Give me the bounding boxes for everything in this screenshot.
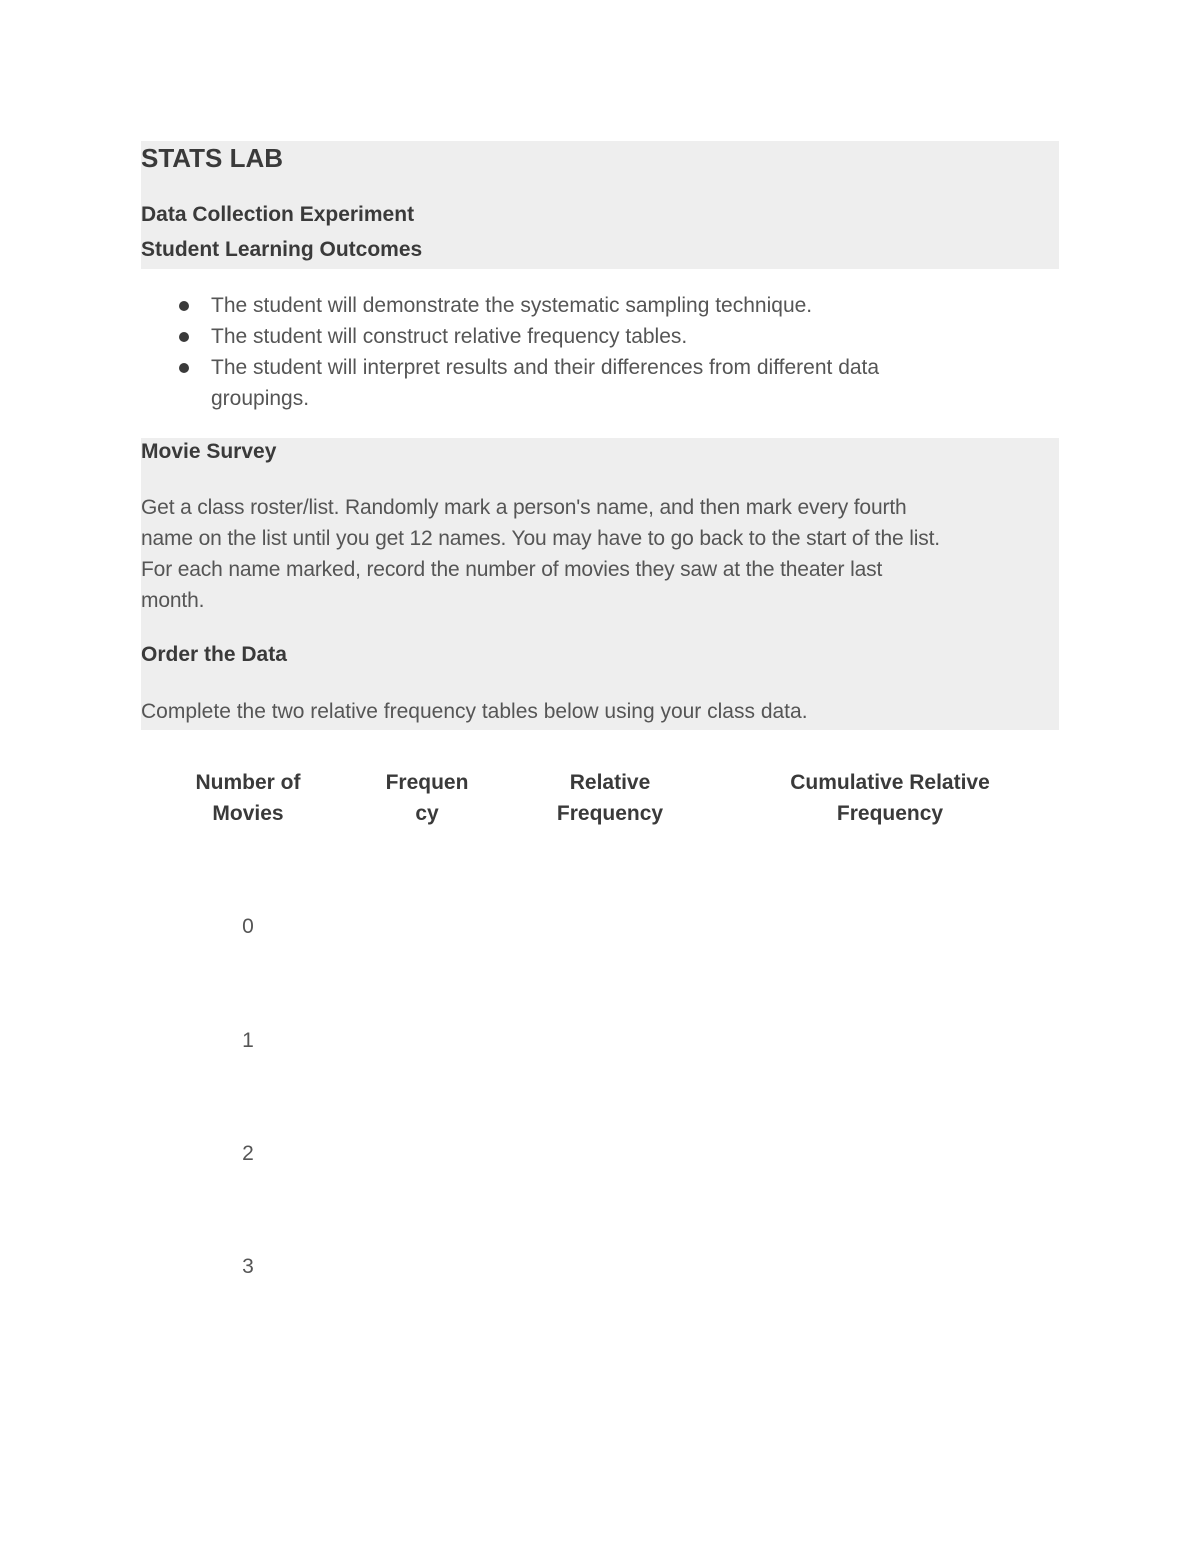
header-line: Movies (212, 802, 284, 825)
table-row: 0 (242, 915, 254, 938)
movie-survey-heading: Movie Survey (141, 440, 277, 463)
header-line: Frequen (385, 771, 469, 794)
table-row: 1 (242, 1029, 254, 1052)
outcomes-list (141, 290, 1059, 414)
header-line: Cumulative Relative (790, 771, 990, 794)
list-item (141, 321, 1059, 352)
outcome-text: The student will demonstrate the systematic sampling technique. (211, 294, 813, 317)
outcome-text: The student will construct relative frequency tables. (211, 325, 688, 348)
list-item (141, 352, 1059, 383)
instruction-line: name on the list until you get 12 names. You may have to go back to the start of the list. (141, 527, 940, 550)
column-header-frequency (367, 767, 487, 829)
list-item (141, 383, 1059, 414)
bullet-icon (179, 332, 189, 342)
header-line: Number of (195, 771, 301, 794)
header-line: Frequency (556, 802, 664, 825)
movie-survey-instructions (141, 492, 1059, 616)
list-item (141, 290, 1059, 321)
instruction-line: For each name marked, record the number of movies they saw at the theater last (141, 558, 883, 581)
order-data-instruction: Complete the two relative frequency tables below using your class data. (141, 700, 808, 723)
bullet-icon (179, 363, 189, 373)
header-line: cy (415, 802, 439, 825)
page-title: STATS LAB (141, 143, 284, 173)
header-line: Frequency (836, 802, 944, 825)
lab-subtitle: Data Collection Experiment (141, 203, 415, 226)
column-header-cumulative-relative-frequency (760, 767, 1020, 829)
instruction-line: month. (141, 589, 205, 612)
header-line: Relative (569, 771, 651, 794)
order-data-heading: Order the Data (141, 643, 287, 666)
outcome-text-continued: groupings. (211, 387, 310, 410)
outcome-text: The student will interpret results and their differences from different data (211, 356, 880, 379)
column-header-relative-frequency (530, 767, 690, 829)
table-row: 2 (242, 1142, 254, 1165)
table-row: 3 (242, 1255, 254, 1278)
column-header-number-of-movies (168, 767, 328, 829)
instruction-line: Get a class roster/list. Randomly mark a person's name, and then mark every fourth (141, 496, 907, 519)
outcomes-heading: Student Learning Outcomes (141, 238, 423, 261)
bullet-icon (179, 301, 189, 311)
